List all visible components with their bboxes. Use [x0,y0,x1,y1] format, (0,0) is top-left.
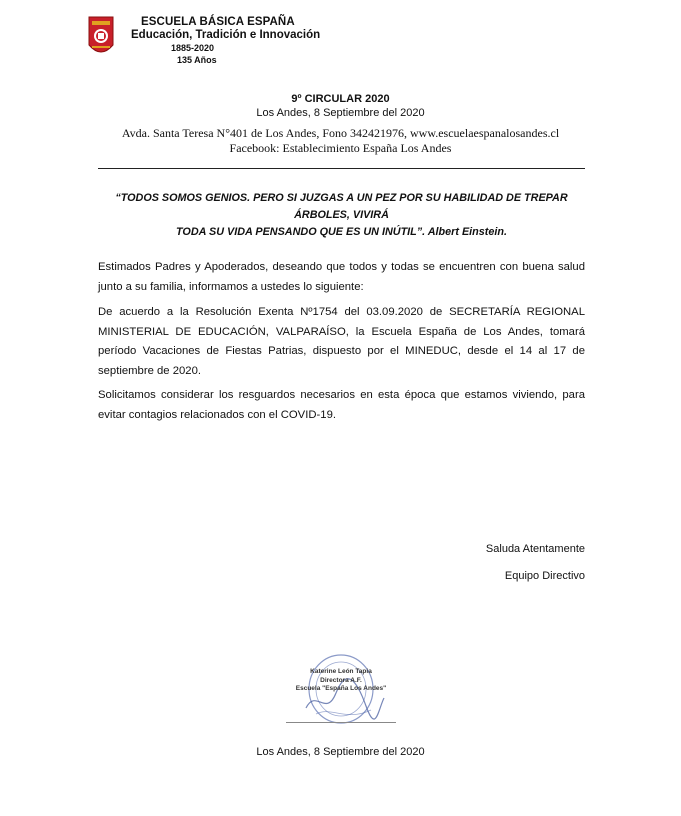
school-name: ESCUELA BÁSICA ESPAÑA [141,16,295,28]
circular-date: Los Andes, 8 Septiembre del 2020 [256,107,425,119]
stamp-name: Katerine León Tapia [310,668,372,675]
header-divider [98,168,585,169]
school-motto: Educación, Tradición e Innovación [131,29,321,41]
school-crest-logo [86,15,116,59]
closing-greeting: Saluda Atentamente [485,543,585,555]
stamp-role: Directora A.F. [320,677,362,684]
circular-title: 9º CIRCULAR 2020 [291,93,390,105]
school-years: 1885-2020 [171,43,215,53]
closing-signer: Equipo Directivo [504,570,585,582]
paragraph-greeting: Estimados Padres y Apoderados, deseando que todos y todas se encuentren con buena salud junto a su familia, informamos a ustedes lo siguiente: [98,261,585,293]
school-address: Avda. Santa Teresa N°401 de Los Andes, Fono 342421976, www.escuelaespanalosandes.cl [121,126,560,140]
quote-line-2: TODA SU VIDA PENSANDO QUE ES UN INÚTIL”. Albert Einstein. [176,226,507,238]
facebook-line: Facebook: Establecimiento España Los Andes [229,141,452,155]
einstein-quote [98,190,585,241]
footer-date: Los Andes, 8 Septiembre del 2020 [256,746,425,758]
school-anniversary: 135 Años [177,55,217,65]
stamp-school: Escuela "España Los Andes" [295,685,387,692]
paragraph-precautions: Solicitamos considerar los resguardos necesarios en esta época que estamos viviendo, para evitar contagios relacionados con el COVID-19. [98,389,585,421]
quote-line-1: “TODOS SOMOS GENIOS. PERO SI JUZGAS A UN PEZ POR SU HABILIDAD DE TREPAR ÁRBOLES, VIVIRÁ [115,192,568,221]
paragraph-resolution: De acuerdo a la Resolución Exenta Nº1754 del 03.09.2020 de SECRETARÍA REGIONAL MINISTERIAL DE EDUCACIÓN, VALPARAÍSO, la Escuela España de Los Andes, tomará período Vacaciones de Fiestas Patrias, dispuesto por el MINEDUC, desde el 14 al 17 de septiembre de 2020. [98,306,585,377]
signature-line [286,722,396,723]
